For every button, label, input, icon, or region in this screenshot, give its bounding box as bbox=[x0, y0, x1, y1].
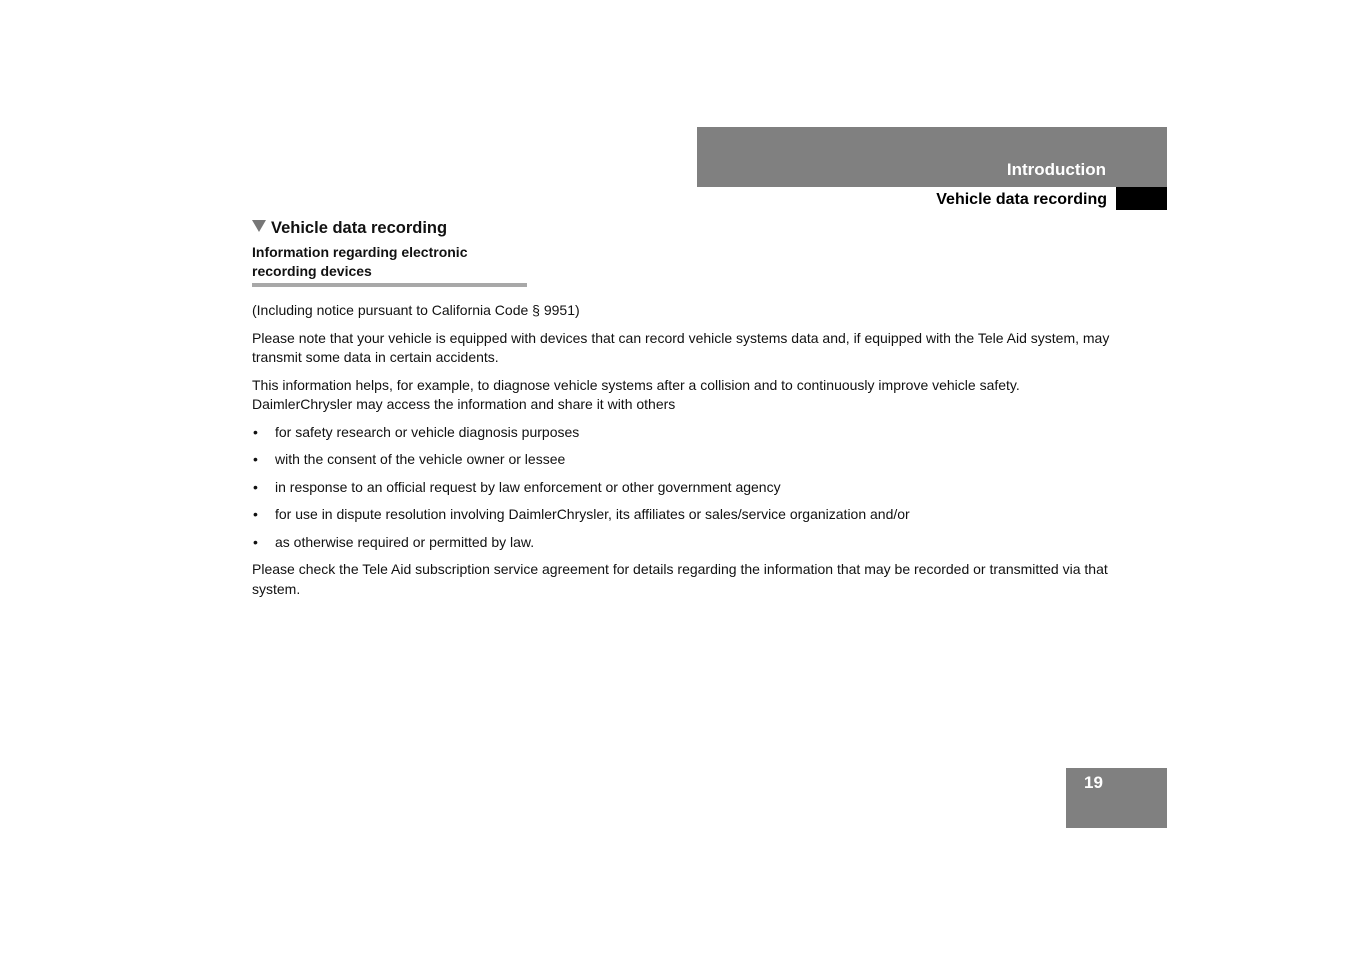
section-tab-marker bbox=[1116, 187, 1167, 210]
list-item bbox=[252, 450, 1112, 470]
list-item-text: in response to an official request by law enforcement or other government agency bbox=[275, 478, 781, 495]
list-item-text: for safety research or vehicle diagnosis purposes bbox=[275, 423, 580, 440]
list-item bbox=[252, 423, 1112, 443]
list-item-text: for use in dispute resolution involving DaimlerChrysler, its affiliates or sales/service organization and/or bbox=[275, 506, 910, 522]
bullet-icon: • bbox=[253, 506, 258, 522]
sharing-purposes-list bbox=[252, 423, 1112, 553]
list-item bbox=[252, 478, 1112, 498]
page-number: 19 bbox=[1084, 773, 1103, 792]
section-heading-text: Vehicle data recording bbox=[271, 219, 448, 237]
section-heading bbox=[252, 217, 1112, 239]
list-item bbox=[252, 505, 1112, 525]
list-item-text: as otherwise required or permitted by law. bbox=[275, 533, 535, 550]
paragraph-recording-devices: Please note that your vehicle is equipped with devices that can record vehicle systems data and, if equipped with the Tele Aid system, may transmit some data in certain accidents. bbox=[252, 329, 1110, 365]
subheading-line-1: Information regarding electronic bbox=[252, 244, 468, 260]
bullet-icon: • bbox=[253, 533, 258, 550]
subheading bbox=[252, 243, 527, 287]
chapter-title: Introduction bbox=[1006, 160, 1106, 179]
list-item bbox=[252, 533, 1112, 553]
subheading-line-2: recording devices bbox=[252, 263, 372, 279]
page-number-box bbox=[1066, 768, 1167, 828]
bullet-icon: • bbox=[253, 423, 258, 440]
paragraph-california-notice: (Including notice pursuant to California Code § 9951) bbox=[252, 302, 580, 318]
main-content bbox=[252, 217, 1112, 607]
triangle-down-icon bbox=[252, 220, 266, 232]
paragraph-information-use: This information helps, for example, to diagnose vehicle systems after a collision and to continuously improve vehicle safety. DaimlerChrysler may access the information and share it with others bbox=[252, 376, 1020, 412]
paragraph-tele-aid-agreement: Please check the Tele Aid subscription service agreement for details regarding the information that may be recorded or transmitted via that system. bbox=[252, 561, 1108, 597]
list-item-text: with the consent of the vehicle owner or lessee bbox=[275, 451, 566, 467]
chapter-header-band bbox=[697, 127, 1167, 187]
bullet-icon: • bbox=[253, 478, 258, 495]
section-header-label: Vehicle data recording bbox=[936, 191, 1107, 208]
bullet-icon: • bbox=[253, 451, 258, 467]
